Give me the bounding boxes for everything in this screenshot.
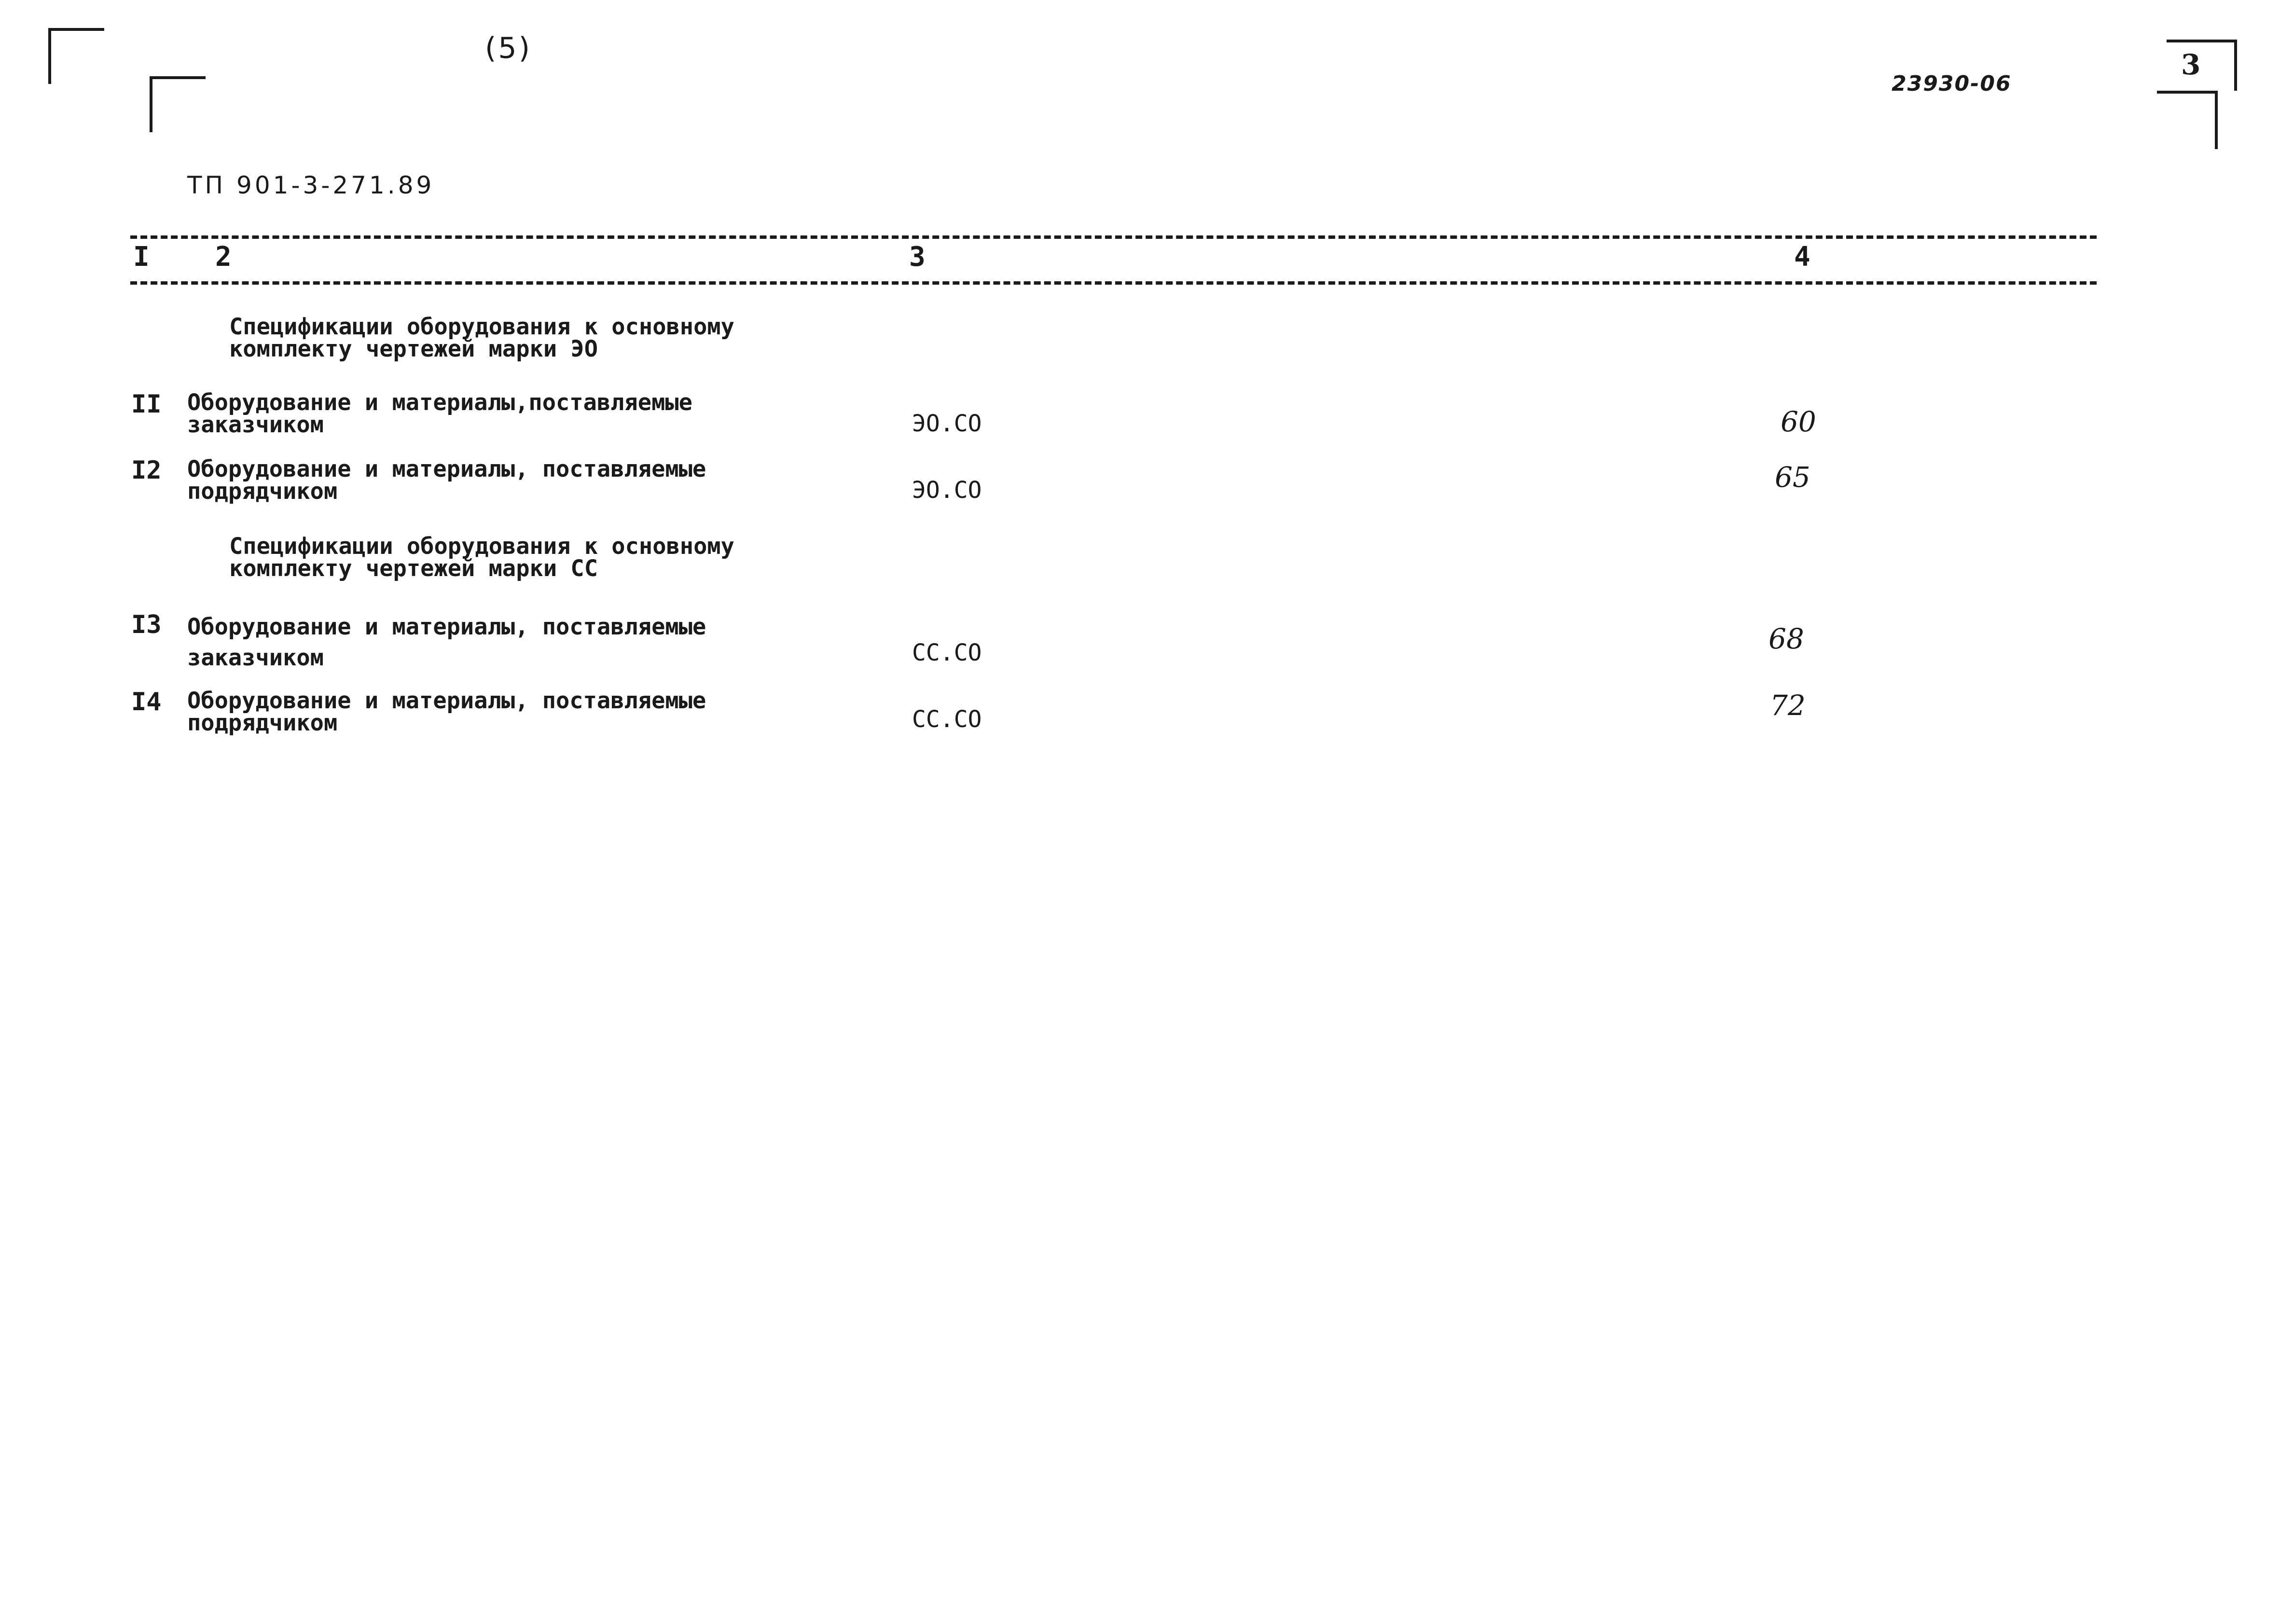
row-code: СС.СО	[912, 639, 982, 666]
row-number: I4	[131, 688, 162, 716]
row-description-line: заказчиком	[187, 645, 324, 671]
row-code: ЭО.СО	[912, 477, 982, 504]
section-heading-line: комплекту чертежей марки ЭО	[229, 336, 598, 362]
project-reference: ТП 901-3-271.89	[187, 171, 435, 199]
row-description	[187, 690, 706, 734]
column-header-4: 4	[1794, 241, 1810, 273]
row-page: 65	[1775, 461, 1810, 494]
document-code: 23930-06	[1892, 71, 2012, 96]
row-code: ЭО.СО	[912, 410, 982, 437]
row-description-line: подрядчиком	[187, 478, 338, 505]
row-description-line: Оборудование и материалы, поставляемые	[187, 614, 706, 640]
section-heading-ss	[229, 533, 734, 582]
section-heading-eo	[229, 316, 734, 360]
corner-mark-top-right-outer	[2167, 40, 2237, 91]
section-heading-line: Спецификации оборудования к основному	[229, 533, 734, 560]
row-description-line: Оборудование и материалы,поставляемые	[187, 389, 692, 416]
column-header-2: 2	[215, 241, 232, 273]
row-description	[187, 458, 706, 503]
row-description	[187, 612, 706, 674]
row-page: 68	[1769, 622, 1804, 655]
row-number: I3	[131, 610, 162, 639]
row-description-line: заказчиком	[187, 412, 324, 438]
column-header-1: I	[133, 241, 150, 273]
column-header-3: 3	[909, 241, 926, 273]
row-page: 72	[1770, 689, 1806, 722]
row-code: СС.СО	[912, 706, 982, 733]
table-header-rule	[130, 281, 2097, 285]
corner-mark-top-right-inner	[2157, 91, 2218, 149]
corner-mark-top-left-outer	[48, 28, 104, 84]
section-heading-line: Спецификации оборудования к основному	[229, 314, 734, 340]
section-heading-line: комплекту чертежей марки СС	[229, 555, 598, 582]
row-description-line: Оборудование и материалы, поставляемые	[187, 688, 706, 714]
row-number: II	[131, 390, 162, 419]
row-number: I2	[131, 456, 162, 485]
table-top-rule	[130, 235, 2097, 239]
corner-mark-top-left-inner	[150, 76, 206, 132]
row-description-line: Оборудование и материалы, поставляемые	[187, 456, 706, 482]
sheet-number: 3	[2181, 48, 2201, 81]
page-number: (5)	[485, 31, 532, 65]
row-description-line: подрядчиком	[187, 710, 338, 736]
row-page: 60	[1781, 405, 1816, 438]
row-description	[187, 389, 692, 438]
